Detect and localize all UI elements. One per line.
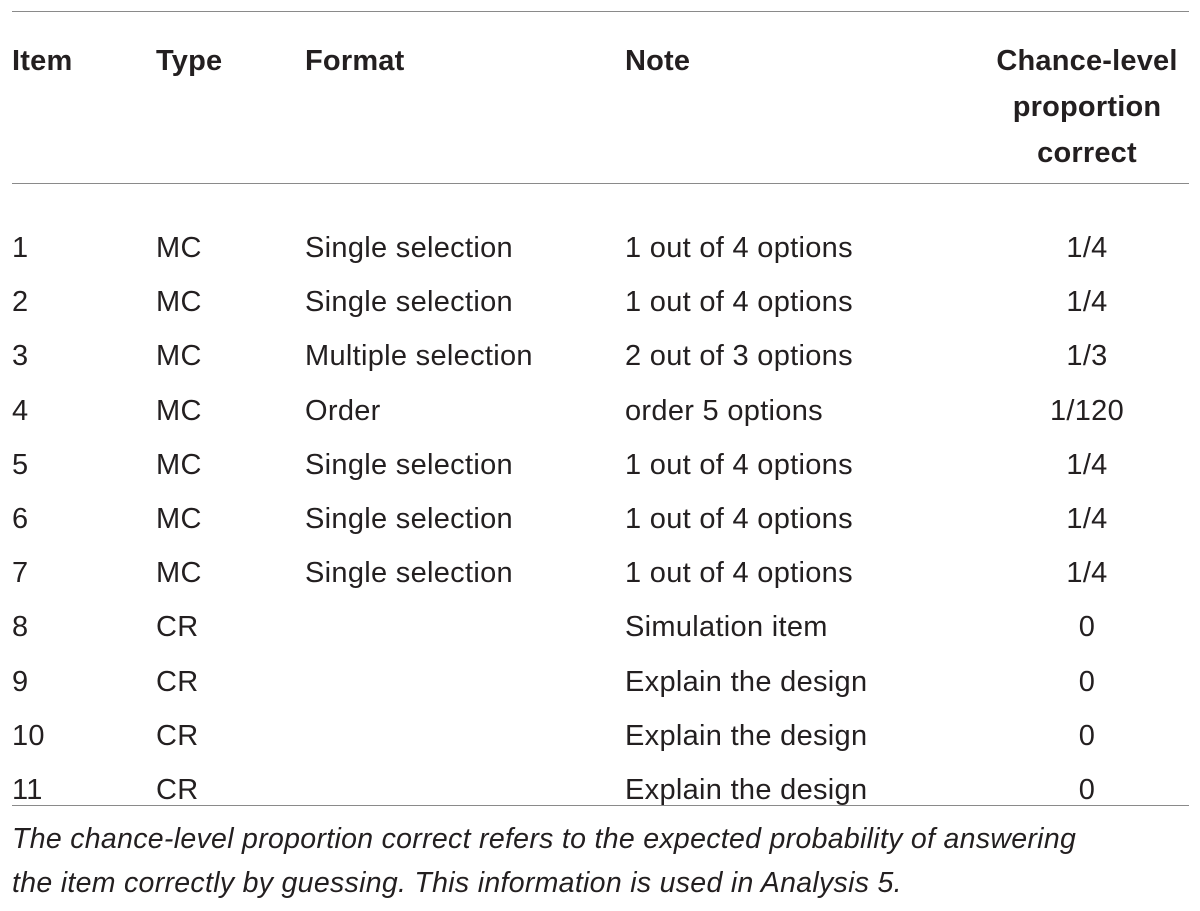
cell-format: Order (305, 394, 381, 427)
table-row (12, 329, 1189, 383)
cell-format: Single selection (305, 286, 513, 319)
cell-format: Single selection (305, 503, 513, 536)
cell-type: MC (156, 286, 202, 319)
cell-note: 1 out of 4 options (625, 557, 853, 590)
table-row (12, 546, 1189, 600)
cell-type: MC (156, 340, 202, 373)
cell-chance-level: 1/120 (1049, 394, 1125, 427)
table-row (12, 438, 1189, 492)
cell-item: 11 (12, 773, 43, 806)
cell-note: 1 out of 4 options (625, 448, 853, 481)
header-note: Note (625, 45, 691, 77)
caption-line2: the item correctly by guessing. This information is used in Analysis 5. (12, 867, 902, 899)
cell-format (305, 763, 625, 817)
caption-line1: The chance-level proportion correct refers to the expected probability of answering (12, 823, 1077, 855)
header-format: Format (305, 45, 405, 77)
table-row (12, 709, 1189, 763)
cell-format (305, 709, 625, 763)
cell-item: 4 (12, 394, 29, 427)
cell-note: 1 out of 4 options (625, 232, 853, 265)
cell-chance-level: 1/4 (1066, 448, 1108, 481)
table-row (12, 209, 1189, 275)
cell-note: Explain the design (625, 719, 868, 752)
cell-format: Single selection (305, 557, 513, 590)
cell-type: CR (156, 665, 199, 698)
cell-item: 6 (12, 503, 29, 536)
cell-note: 2 out of 3 options (625, 340, 853, 373)
cell-type: MC (156, 232, 202, 265)
header-chance-level (925, 12, 1189, 209)
cell-chance-level: 1/4 (1066, 232, 1108, 265)
cell-note: order 5 options (625, 394, 823, 427)
items-table (12, 12, 1189, 817)
table-row (12, 600, 1189, 654)
table-row (12, 492, 1189, 546)
cell-item: 2 (12, 286, 29, 319)
cell-type: MC (156, 394, 202, 427)
cell-chance-level: 1/4 (1066, 286, 1108, 319)
cell-item: 10 (12, 719, 45, 752)
cell-note: Simulation item (625, 611, 828, 644)
table-caption (12, 817, 1189, 905)
cell-format (305, 655, 625, 709)
cell-format: Single selection (305, 232, 513, 265)
cell-type: CR (156, 719, 199, 752)
cell-format: Single selection (305, 448, 513, 481)
cell-note: 1 out of 4 options (625, 286, 853, 319)
cell-chance-level: 1/3 (1066, 340, 1108, 373)
header-chance-line1: Chance-level (996, 45, 1178, 77)
table-figure (12, 0, 1189, 911)
cell-chance-level: 0 (1078, 719, 1096, 752)
header-item: Item (12, 45, 73, 77)
cell-type: CR (156, 773, 199, 806)
header-chance-line2: proportion (1012, 91, 1162, 123)
header-chance-line3: correct (1037, 137, 1137, 169)
table-row (12, 384, 1189, 438)
cell-note: Explain the design (625, 773, 868, 806)
cell-item: 7 (12, 557, 29, 590)
table-body (12, 209, 1189, 817)
cell-chance-level: 0 (1078, 665, 1096, 698)
cell-item: 9 (12, 665, 29, 698)
cell-item: 5 (12, 448, 29, 481)
cell-format: Multiple selection (305, 340, 533, 373)
cell-type: CR (156, 611, 199, 644)
cell-chance-level: 1/4 (1066, 503, 1108, 536)
table-row (12, 655, 1189, 709)
table-row (12, 763, 1189, 817)
table-row (12, 275, 1189, 329)
table-header (12, 12, 1189, 209)
cell-item: 1 (12, 232, 29, 265)
cell-item: 3 (12, 340, 29, 373)
cell-note: 1 out of 4 options (625, 503, 853, 536)
cell-type: MC (156, 503, 202, 536)
header-type: Type (156, 45, 223, 77)
cell-type: MC (156, 448, 202, 481)
cell-type: MC (156, 557, 202, 590)
cell-note: Explain the design (625, 665, 868, 698)
cell-chance-level: 0 (1078, 773, 1096, 806)
cell-item: 8 (12, 611, 29, 644)
cell-chance-level: 0 (1078, 611, 1096, 644)
cell-format (305, 600, 625, 654)
cell-chance-level: 1/4 (1066, 557, 1108, 590)
header-row (12, 12, 1189, 209)
